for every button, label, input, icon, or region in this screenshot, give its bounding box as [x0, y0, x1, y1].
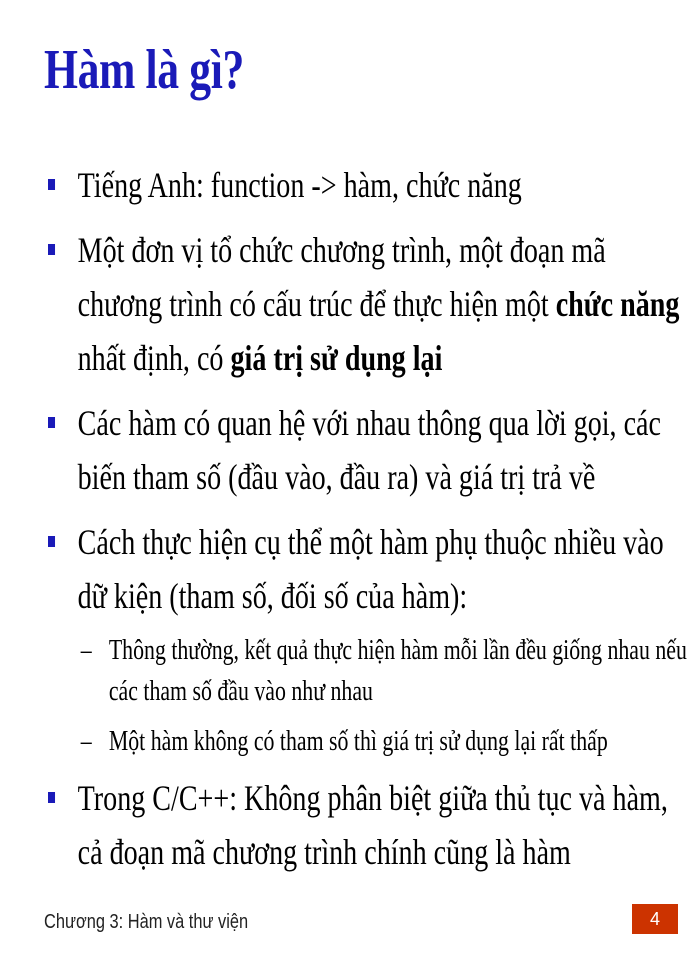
sub-bullet-list: [48, 630, 688, 762]
slide-content: [48, 158, 688, 890]
bullet-bold-text: chức năng: [555, 284, 680, 324]
bullet-square-icon: [48, 179, 55, 190]
bullet-item: [48, 223, 688, 385]
bullet-item: [48, 515, 688, 623]
sub-bullet-item: [48, 721, 688, 762]
bullet-text: Trong C/C++: Không phân biệt giữa thủ tục và hàm, cả đoạn mã chương trình chính cũng là hàm: [77, 778, 668, 872]
dash-marker: –: [80, 635, 92, 666]
bullet-item: [48, 771, 688, 879]
bullet-item: [48, 158, 688, 212]
sub-bullet-text: Một hàm không có tham số thì giá trị sử dụng lại rất thấp: [108, 726, 608, 757]
bullet-square-icon: [48, 792, 55, 803]
bullet-square-icon: [48, 244, 55, 255]
bullet-text: Các hàm có quan hệ với nhau thông qua lời gọi, các biến tham số (đầu vào, đầu ra) và giá trị trả về: [77, 403, 661, 497]
bullet-text: nhất định, có: [77, 338, 231, 378]
bullet-text: Cách thực hiện cụ thể một hàm phụ thuộc nhiều vào dữ kiện (tham số, đối số của hàm):: [77, 522, 664, 616]
slide-title: Hàm là gì?: [44, 39, 244, 101]
bullet-item: [48, 396, 688, 504]
bullet-text: Tiếng Anh: function -> hàm, chức năng: [77, 165, 522, 205]
footer-chapter: Chương 3: Hàm và thư viện: [44, 911, 249, 933]
bullet-text: Một đơn vị tổ chức chương trình, một đoạn mã chương trình có cấu trúc để thực hiện một: [77, 230, 606, 324]
bullet-square-icon: [48, 536, 55, 547]
bullet-square-icon: [48, 417, 55, 428]
dash-marker: –: [80, 726, 92, 757]
page-number-badge: 4: [632, 904, 678, 934]
sub-bullet-item: [48, 630, 688, 712]
sub-bullet-text: Thông thường, kết quả thực hiện hàm mỗi lần đều giống nhau nếu các tham số đầu vào như nhau: [108, 635, 687, 707]
bullet-bold-text: giá trị sử dụng lại: [230, 338, 443, 378]
